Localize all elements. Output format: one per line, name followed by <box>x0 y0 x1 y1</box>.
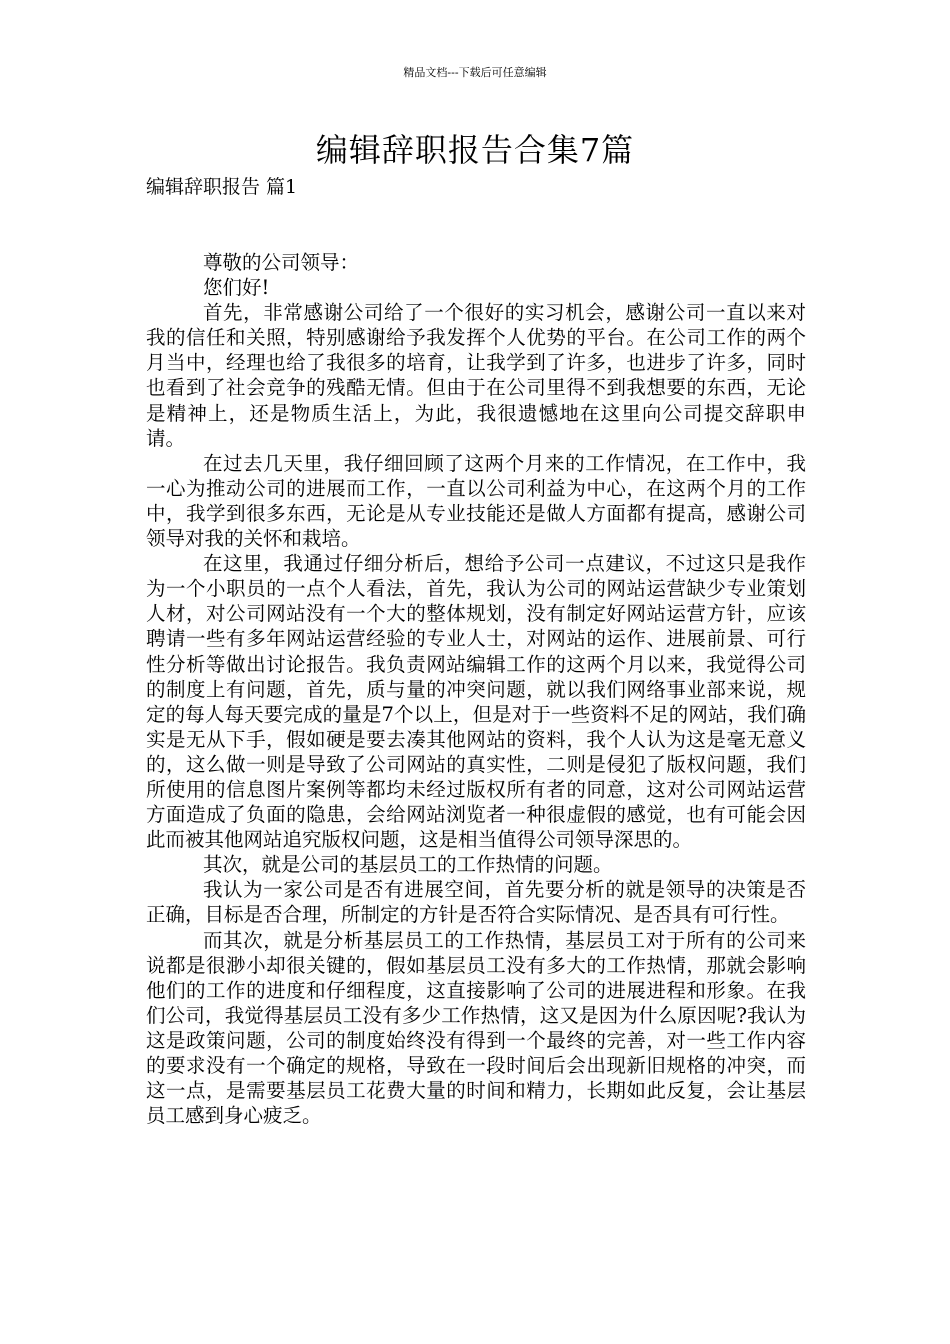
salutation: 尊敬的公司领导： <box>202 251 359 274</box>
body-paragraph: 在这里，我通过仔细分析后，想给予公司一点建议，不过这只是我作为一个小职员的一点个人看法，首先，我认为公司的网站运营缺少专业策划人材，对公司网站没有一个大的整体规划，没有制定好网站运营方针，应该聘请一些有多年网站运营经验的专业人士，对网站的运作、进展前景、可行性分析等做出讨论报告。我负责网站编辑工作的这两个月以来，我觉得公司的制度上有问题，首先，质与量的冲突问题，就以我们网络事业部来说，规定的每人每天要完成的量是7个以上，但是对于一些资料不足的网站，我们确实是无从下手，假如硬是要去凑其他网站的资料，我个人认为这是毫无意义的，这么做一则是导致了公司网站的真实性，二则是侵犯了版权问题，我们所使用的信息图片案例等都均未经过版权所有者的同意，这对公司网站运营方面造成了负面的隐患，会给网站浏览者一种很虚假的感觉，也有可能会因此而被其他网站追究版权问题，这是相当值得公司领导深思的。 <box>146 552 806 852</box>
body-paragraph: 我认为一家公司是否有进展空间，首先要分析的就是领导的决策是否正确，目标是否合理，所制定的方针是否符合实际情况、是否具有可行性。 <box>146 878 806 927</box>
body-paragraph: 而其次，就是分析基层员工的工作热情，基层员工对于所有的公司来说都是很渺小却很关键的，假如基层员工没有多大的工作热情，那就会影响他们的工作的进度和仔细程度，这直接影响了公司的进展进程和形象。在我们公司，我觉得基层员工没有多少工作热情，这又是因为什么原因呢?我认为这是政策问题，公司的制度始终没有得到一个最终的完善，对一些工作内容的要求没有一个确定的规格，导致在一段时间后会出现新旧规格的冲突，而这一点，是需要基层员工花费大量的时间和精力，长期如此反复，会让基层员工感到身心疲乏。 <box>146 928 806 1128</box>
letter-body <box>146 250 806 1128</box>
section-heading: 编辑辞职报告 篇1 <box>146 176 298 198</box>
header-note: 精品文档---下载后可任意编辑 <box>403 66 547 79</box>
body-paragraph: 其次，就是公司的基层员工的工作热情的问题。 <box>202 853 613 877</box>
document-title: 编辑辞职报告合集7篇 <box>315 131 635 169</box>
body-paragraph: 在过去几天里，我仔细回顾了这两个月来的工作情况，在工作中，我一心为推动公司的进展而工作，一直以公司利益为中心，在这两个月的工作中，我学到很多东西，无论是从专业技能还是做人方面都有提高，感谢公司领导对我的关怀和栽培。 <box>146 451 806 551</box>
body-paragraph: 首先，非常感谢公司给了一个很好的实习机会，感谢公司一直以来对我的信任和关照，特别感谢给予我发挥个人优势的平台。在公司工作的两个月当中，经理也给了我很多的培育，让我学到了许多，也进步了许多，同时也看到了社会竞争的残酷无情。但由于在公司里得不到我想要的东西，无论是精神上，还是物质生活上，为此，我很遗憾地在这里向公司提交辞职申请。 <box>146 301 806 450</box>
greeting: 您们好! <box>202 276 270 300</box>
